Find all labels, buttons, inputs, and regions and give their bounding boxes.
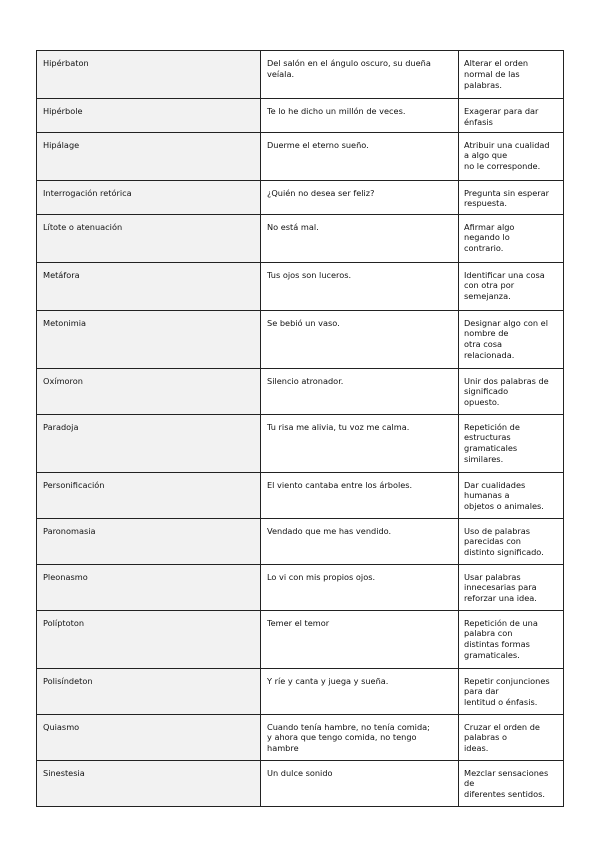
description-line: de: [464, 778, 475, 789]
description-line: con otra por: [464, 280, 515, 291]
figure-example: [261, 414, 459, 472]
description-line: similares.: [464, 453, 504, 464]
rhetorical-figures-table: [36, 50, 564, 807]
example-line: Temer el temor: [267, 617, 330, 628]
description-line: énfasis: [464, 116, 493, 127]
table-row: [37, 564, 564, 610]
figure-example: [261, 668, 459, 714]
figure-term: Pleonasmo: [37, 564, 261, 610]
description-line: a algo que: [464, 150, 508, 161]
description-line: contrario.: [464, 243, 504, 254]
description-line: palabras.: [464, 79, 502, 90]
description-line: diferentes sentidos.: [464, 789, 545, 800]
description-line: opuesto.: [464, 397, 500, 408]
example-line: El viento cantaba entre los árboles.: [267, 479, 413, 490]
table-row: [37, 668, 564, 714]
description-line: Designar algo con el: [464, 317, 548, 328]
table-row: [37, 518, 564, 564]
example-line: Lo vi con mis propios ojos.: [267, 571, 376, 582]
figure-example: [261, 132, 459, 180]
example-line: ¿Quién no desea ser feliz?: [267, 187, 375, 198]
description-line: Repetición de una: [464, 617, 538, 628]
description-line: nombre de: [464, 328, 509, 339]
description-line: Pregunta sin esperar: [464, 187, 550, 198]
table-row: [37, 472, 564, 518]
figure-term: Paronomasia: [37, 518, 261, 564]
figure-example: [261, 368, 459, 414]
figure-description: [459, 180, 564, 214]
description-line: gramaticales.: [464, 649, 520, 660]
description-line: ideas.: [464, 743, 489, 754]
example-line: Duerme el eterno sueño.: [267, 139, 369, 150]
description-line: palabra con: [464, 628, 513, 639]
description-line: Alterar el orden: [464, 58, 529, 68]
example-line: Del salón en el ángulo oscuro, su dueña: [267, 58, 431, 68]
example-line: Tu risa me alivia, tu voz me calma.: [267, 421, 410, 432]
example-line: Tus ojos son luceros.: [267, 269, 352, 280]
description-line: Repetición de: [464, 421, 520, 432]
description-line: palabras o: [464, 732, 507, 743]
description-line: otra cosa: [464, 339, 502, 350]
description-line: Usar palabras: [464, 571, 521, 582]
description-line: respuesta.: [464, 198, 508, 209]
figure-term: Quiasmo: [37, 714, 261, 760]
figure-term: Interrogación retórica: [37, 180, 261, 214]
description-line: para dar: [464, 686, 499, 697]
description-line: Dar cualidades: [464, 479, 526, 490]
description-line: semejanza.: [464, 291, 511, 302]
description-line: significado: [464, 386, 509, 397]
figure-description: [459, 262, 564, 310]
description-line: humanas a: [464, 490, 510, 501]
figure-term: Metonimia: [37, 310, 261, 368]
table-row: [37, 610, 564, 668]
example-line: Vendado que me has vendido.: [267, 525, 392, 536]
table-row: [37, 760, 564, 806]
description-line: distintas formas: [464, 639, 530, 650]
figure-example: [261, 51, 459, 99]
table-row: [37, 310, 564, 368]
figure-description: [459, 610, 564, 668]
example-line: Silencio atronador.: [267, 375, 344, 386]
table-row: [37, 262, 564, 310]
example-line: hambre: [267, 743, 299, 754]
table-row: [37, 368, 564, 414]
figure-term: Lítote o atenuación: [37, 214, 261, 262]
example-line: No está mal.: [267, 221, 319, 232]
figure-example: [261, 262, 459, 310]
example-line: veíala.: [267, 68, 295, 79]
figure-description: [459, 51, 564, 99]
figure-example: [261, 610, 459, 668]
description-line: negando lo: [464, 232, 510, 243]
description-line: objetos o animales.: [464, 501, 544, 512]
figure-description: [459, 760, 564, 806]
figure-term: Políptoton: [37, 610, 261, 668]
description-line: Atribuir una cualidad: [464, 139, 550, 150]
table-row: [37, 132, 564, 180]
table-row: [37, 214, 564, 262]
description-line: normal de las: [464, 68, 520, 79]
description-line: gramaticales: [464, 443, 518, 454]
figure-term: Hipérbaton: [37, 51, 261, 99]
table-row: [37, 714, 564, 760]
table-row: [37, 180, 564, 214]
figure-description: [459, 368, 564, 414]
figure-description: [459, 518, 564, 564]
description-line: Mezclar sensaciones: [464, 767, 549, 778]
example-line: Un dulce sonido: [267, 767, 333, 778]
figure-description: [459, 414, 564, 472]
example-line: Y ríe y canta y juega y sueña.: [267, 675, 389, 686]
example-line: Cuando tenía hambre, no tenía comida;: [267, 721, 430, 732]
figure-example: [261, 310, 459, 368]
figure-term: Hipálage: [37, 132, 261, 180]
description-line: reforzar una idea.: [464, 593, 537, 604]
figure-term: Hipérbole: [37, 99, 261, 133]
description-line: Repetir conjunciones: [464, 675, 550, 686]
description-line: innecesarias para: [464, 582, 537, 593]
figure-example: [261, 564, 459, 610]
description-line: Uso de palabras: [464, 525, 531, 536]
figure-description: [459, 132, 564, 180]
example-line: y ahora que tengo comida, no tengo: [267, 732, 417, 743]
description-line: Exagerar para dar: [464, 106, 539, 116]
figure-example: [261, 214, 459, 262]
figure-example: [261, 180, 459, 214]
figure-description: [459, 214, 564, 262]
figure-example: [261, 760, 459, 806]
figure-term: Polisíndeton: [37, 668, 261, 714]
figure-description: [459, 714, 564, 760]
table-body: [37, 51, 564, 807]
figure-term: Sinestesia: [37, 760, 261, 806]
table-row: [37, 51, 564, 99]
description-line: estructuras: [464, 432, 511, 443]
figure-description: [459, 472, 564, 518]
description-line: lentitud o énfasis.: [464, 697, 538, 708]
description-line: Cruzar el orden de: [464, 721, 540, 732]
figure-description: [459, 564, 564, 610]
example-line: Se bebió un vaso.: [267, 317, 340, 328]
description-line: parecidas con: [464, 536, 521, 547]
figure-term: Personificación: [37, 472, 261, 518]
figure-term: Oxímoron: [37, 368, 261, 414]
figure-term: Metáfora: [37, 262, 261, 310]
figure-example: [261, 518, 459, 564]
figure-example: [261, 472, 459, 518]
description-line: Afirmar algo: [464, 221, 515, 232]
description-line: Unir dos palabras de: [464, 375, 549, 386]
example-line: Te lo he dicho un millón de veces.: [267, 106, 406, 116]
description-line: distinto significado.: [464, 547, 544, 558]
description-line: relacionada.: [464, 349, 515, 360]
table-row: [37, 99, 564, 133]
description-line: no le corresponde.: [464, 161, 541, 172]
figure-description: [459, 668, 564, 714]
table-row: [37, 414, 564, 472]
description-line: Identificar una cosa: [464, 269, 545, 280]
figure-description: [459, 310, 564, 368]
figure-example: [261, 714, 459, 760]
figure-example: [261, 99, 459, 133]
figure-term: Paradoja: [37, 414, 261, 472]
figure-description: [459, 99, 564, 133]
